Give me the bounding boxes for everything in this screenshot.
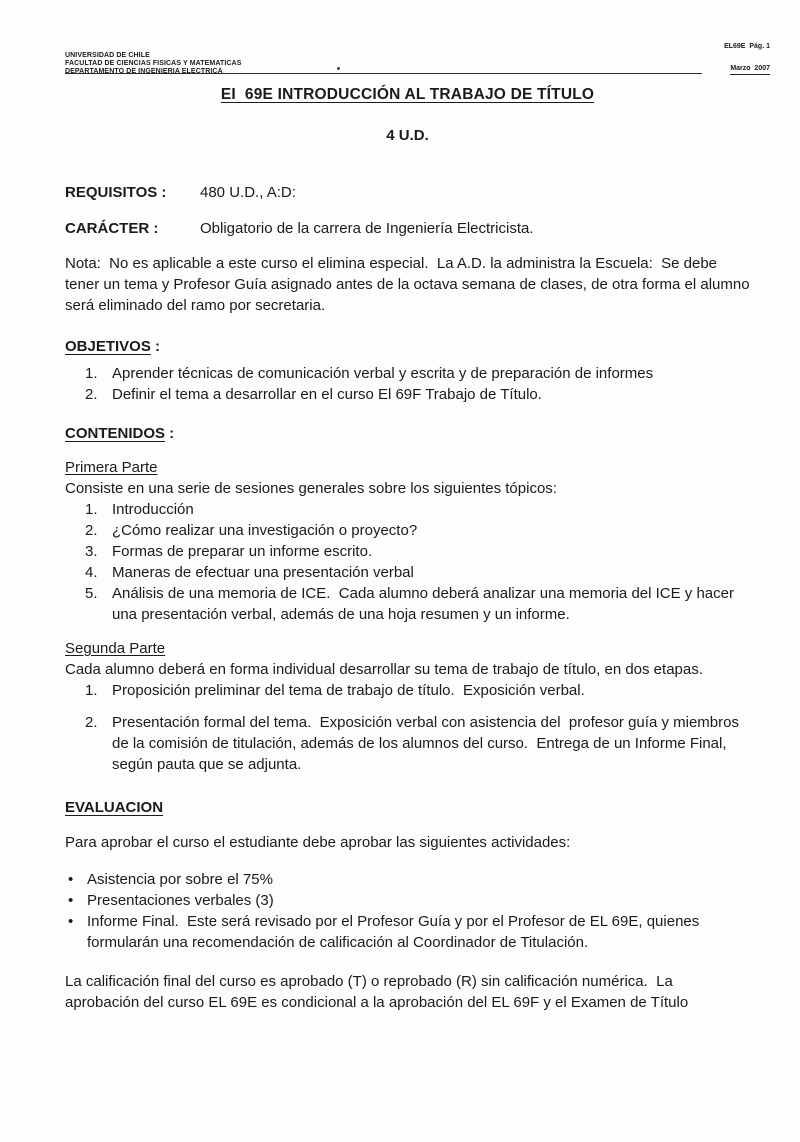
objetivos-item: Definir el tema a desarrollar en el curso El 69F Trabajo de Título. [112, 386, 542, 403]
primera-item: Maneras de efectuar una presentación verbal [112, 564, 414, 581]
contenidos-heading-text: CONTENIDOS [65, 425, 166, 442]
nota-paragraph: Nota: No es aplicable a este curso el elimina especial. La A.D. la administra la Escuela: Se debe tener un tema y Profesor Guía asignado antes de la octava semana de clases, de otra forma el alumno será eliminado del ramo por secretaria. [65, 255, 754, 314]
evaluacion-intro: Para aprobar el curso el estudiante debe aprobar las siguientes actividades: [65, 834, 571, 851]
segunda-item: Presentación formal del tema. Exposición verbal con asistencia del profesor guía y miembros de la comisión de titulación, además de los alumnos del curso. Entrega de un Informe Final, según pauta que se adjunta. [112, 714, 744, 773]
primera-item: ¿Cómo realizar una investigación o proyecto? [112, 522, 418, 539]
evaluacion-bullet: • Presentaciones verbales (3) [65, 890, 750, 911]
primera-parte-intro: Consiste en una serie de sesiones generales sobre los siguientes tópicos: [65, 480, 557, 497]
header-divider [65, 73, 702, 74]
primera-item: Análisis de una memoria de ICE. Cada alumno deberá analizar una memoria del ICE y hacer una presentación verbal, además de una hoja resumen y un informe. [112, 585, 739, 623]
course-credits: 4 U.D. [386, 127, 429, 144]
objetivos-item: Aprender técnicas de comunicación verbal y escrita y de preparación de informes [112, 365, 654, 382]
caracter-label: CARÁCTER : [65, 220, 159, 237]
page-reference: EL69E Pág. 1 [724, 43, 770, 50]
evaluacion-bullet: • Informe Final. Este será revisado por el Profesor Guía y por el Profesor de EL 69E, quienes formularán una recomendación de calificación al Coordinador de Titulación. [65, 911, 750, 953]
objetivos-heading-colon: : [150, 338, 161, 355]
letterhead-line-faculty: FACULTAD DE CIENCIAS FISICAS Y MATEMATICAS [65, 60, 242, 67]
objetivos-heading [65, 336, 750, 357]
caracter-value: Obligatorio de la carrera de Ingeniería Electricista. [200, 220, 534, 237]
requisitos-label: REQUISITOS : [65, 184, 167, 201]
evaluacion-bullet-list [65, 869, 750, 953]
primera-item: Formas de preparar un informe escrito. [112, 543, 373, 560]
scan-artifact-dot [337, 67, 340, 70]
requisitos-value: 480 U.D., A:D: [200, 184, 296, 201]
evaluacion-heading: EVALUACION [65, 799, 164, 816]
primera-item: Introducción [112, 501, 194, 518]
caracter-row [65, 218, 750, 239]
closing-paragraph: La calificación final del curso es aprobado (T) o reprobado (R) sin calificación numérica. La aprobación del curso EL 69E es condicional a la aprobación del EL 69F y el Examen de Título [65, 973, 689, 1011]
letterhead-line-university: UNIVERSIDAD DE CHILE [65, 52, 150, 59]
segunda-parte-subheading: Segunda Parte [65, 640, 166, 657]
primera-parte-list [65, 499, 750, 625]
primera-parte-subheading: Primera Parte [65, 459, 158, 476]
segunda-parte-list [65, 680, 750, 775]
requisitos-row [65, 182, 750, 203]
objetivos-heading-text: OBJETIVOS [65, 338, 151, 355]
evaluacion-bullet: • Asistencia por sobre el 75% [65, 869, 750, 890]
segunda-item: Proposición preliminar del tema de trabajo de título. Exposición verbal. [112, 682, 585, 699]
objetivos-list [65, 363, 750, 405]
letterhead-line-department: DEPARTAMENTO DE INGENIERIA ELECTRICA [65, 68, 223, 75]
course-title: EI 69E INTRODUCCIÓN AL TRABAJO DE TÍTULO [220, 86, 595, 103]
contenidos-heading-colon: : [165, 425, 175, 442]
segunda-parte-intro: Cada alumno deberá en forma individual desarrollar su tema de trabajo de título, en dos etapas. [65, 661, 703, 678]
document-date: Marzo 2007 [730, 65, 770, 75]
contenidos-heading [65, 423, 750, 444]
